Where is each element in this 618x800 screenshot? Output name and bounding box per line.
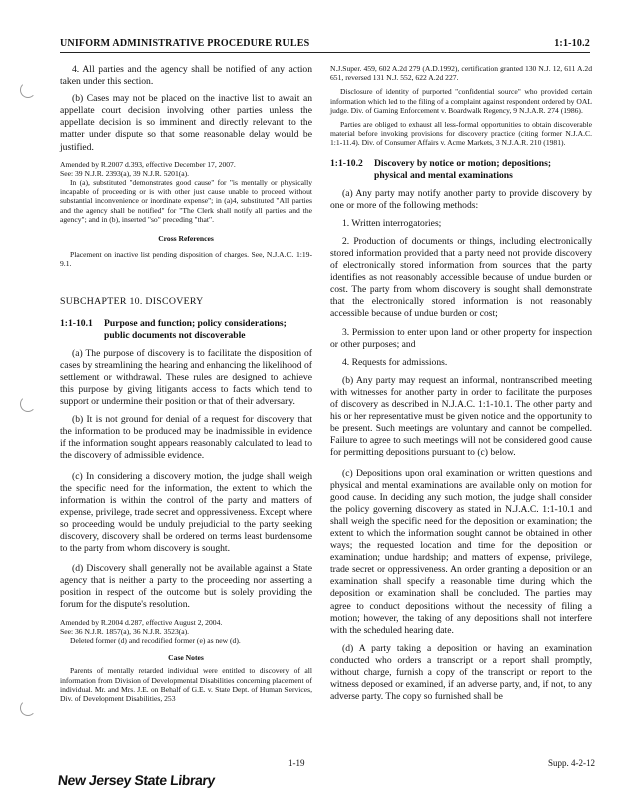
amendment-detail: Deleted former (d) and recodified former (e) as new (d). [70,635,241,645]
paragraph-10-2-b: (b) Any party may request an informal, nontranscribed meeting with witnesses for another party in order to facilitate the purposes of discovery as described in N.J.A.C. 1:1-10.1. The other party and his or her representative must be given notice and the opportunity to be present. Such meetings are voluntary and cannot be compelled. Failure to agree to such meetings will not be considered good cause for permitting depositions pursuant to (c) below. [330,374,592,459]
amendment-see: See: 36 N.J.R. 1857(a), 36 N.J.R. 3523(a). [60,626,190,636]
list-item: 2. Production of documents or things, including electronically stored information provided that a party need not provide discovery of electronically stored information from sources that the party identifies as not reasonably accessible because of undue burden or cost. The party from whom discovery is sought shall demonstrate that the electronically stored information is not reasonably accessible because of undue burden or cost; [330,235,592,320]
list-item: 1. Written interrogatories; [342,217,442,229]
section-number: 1:1-10.1 [60,317,93,329]
paragraph-a4: 4. All parties and the agency shall be notified of any action taken under this section. [60,64,312,88]
right-column [330,64,592,703]
punch-hole-mark [20,396,36,412]
header-title: UNIFORM ADMINISTRATIVE PROCEDURE RULES [60,38,310,49]
paragraph-10-2-a: (a) Any party may notify another party to provide discovery by one or more of the following methods: [330,187,592,211]
supplement-date: Supp. 4-2-12 [548,758,595,768]
paragraph-10-2-d: (d) A party taking a deposition or having an examination conducted who orders a transcript or a report shall promptly, without charge, furnish a copy of the transcript or report to the witness deposed or examined, if an adverse party, and, if not, to any adverse party. The copy so furnished shall be [330,642,592,703]
case-notes-heading: Case Notes [168,653,204,663]
section-title-line2: public documents not discoverable [104,329,246,341]
punch-hole-mark [20,700,36,716]
amendment-see: See: 39 N.J.R. 2393(a), 39 N.J.R. 5201(a). [60,168,190,178]
paragraph-10-1-d: (d) Discovery shall generally not be available against a State agency that is neither a party to the proceeding nor asserting a position in respect of the outcome but is solely providing the forum for the dispute's resolution. [60,563,312,611]
page-number: 1-19 [288,758,305,768]
amendment-note: Amended by R.2004 d.287, effective August 2, 2004. [60,617,223,627]
case-note-continued: N.J.Super. 459, 602 A.2d 279 (A.D.1992), certification granted 130 N.J. 12, 611 A.2d 651, reversed 131 N.J. 552, 622 A.2d 227. [330,64,592,83]
library-stamp: New Jersey State Library [57,772,216,788]
section-heading [60,318,312,342]
paragraph-b: (b) Cases may not be placed on the inactive list to await an appellate court decision involving other parties unless the appellate decision is so imminent and directly relevant to the matter under dispute so that some reasonable delay would be justified. [60,93,312,153]
paragraph-10-1-c: (c) In considering a discovery motion, the judge shall weigh the specific need for the information, the extent to which the information is within the control of the party and matters of expense, privilege, trade secret and oppressiveness. Except where so proceeding would be unduly prejudicial to the party seeking discovery, discovery shall be ordered on terms least burdensome to the party from whom discovery is sought. [60,470,312,555]
left-column [60,64,312,703]
running-header [60,38,590,52]
paragraph-10-1-b: (b) It is not ground for denial of a request for discovery that the information to be produced may be inadmissible in evidence if the information sought appears reasonably calculated to lead to the discovery of admissible evidence. [60,414,312,462]
cross-references-text: Placement on inactive list pending disposition of charges. See, N.J.A.C. 1:19-9.1. [60,250,312,269]
list-item: 4. Requests for admissions. [342,356,448,368]
section-title-line1: Purpose and function; policy considerations; [104,317,287,329]
section-title-line2: physical and mental examinations [374,169,513,181]
section-title-line1: Discovery by notice or motion; depositions; [374,157,552,169]
section-number: 1:1-10.2 [330,157,363,169]
amendment-detail: In (a), substituted "demonstrates good cause" for "is mentally or physically incapable of proceeding or is with other just cause unable to proceed without substantial inconvenience or inordinate expense"; in (a)4, substituted "All parties and the agency shall be notified" for "The Clerk shall notify all parties and the agency"; and in (b), inserted "so" preceding "that". [60,178,312,224]
case-note: Parents of mentally retarded individual were entitled to discovery of all information from Division of Developmental Disabilities concerning placement of individual. Mr. and Mrs. J.E. on Behalf of G.E. v. State Dept. of Human Services, Div. of Development Disabilities, 253 [60,666,312,703]
case-note: Parties are obliged to exhaust all less-formal opportunities to obtain discoverable material before invoking provisions for discovery practice (citing former N.J.A.C. 1:1-11.4). Div. of Consumer Affairs v. Acme Markets, 3 N.J.A.R. 210 (1981). [330,120,592,148]
amendment-note: Amended by R.2007 d.393, effective December 17, 2007. [60,159,236,169]
case-note: Disclosure of identity of purported "confidential source" who provided certain information which led to the filing of a complaint against respondent ordered by OAL judge. Div. of Gaming Enforcement v. Boardwalk Regency, 9 N.J.A.R. 274 (1986). [330,87,592,115]
subchapter-heading: SUBCHAPTER 10. DISCOVERY [60,295,204,307]
header-section: 1:1-10.2 [554,38,590,49]
paragraph-10-1-a: (a) The purpose of discovery is to facilitate the disposition of cases by streamlining the hearing and enhancing the likelihood of settlement or withdrawal. These rules are designed to achieve this purpose by giving litigants access to facts which tend to support or undermine their position or that of their adversary. [60,347,312,408]
cross-references-heading: Cross References [158,234,214,244]
header-rule [60,52,590,53]
paragraph-10-2-c: (c) Depositions upon oral examination or written questions and physical and mental examinations are available only on motion for good cause. In deciding any such motion, the judge shall consider the policy governing discovery as stated in N.J.A.C. 1:1-10.1 and shall weigh the specific need for the deposition or examination; the extent to which the information sought cannot be obtained in other ways; the requested location and time for the deposition or examination; undue hardship; and matters of expense, privilege, trade secret or oppressiveness. An order granting a deposition or an examination shall specify a reasonable time during which the deposition or examination shall be concluded. The parties may agree to conduct depositions without the necessity of filing a motion; however, the taking of any depositions shall not interfere with the scheduled hearing date. [330,467,592,636]
section-heading [330,158,592,182]
list-item: 3. Permission to enter upon land or other property for inspection or other purposes; and [330,326,592,350]
punch-hole-mark [20,82,36,98]
